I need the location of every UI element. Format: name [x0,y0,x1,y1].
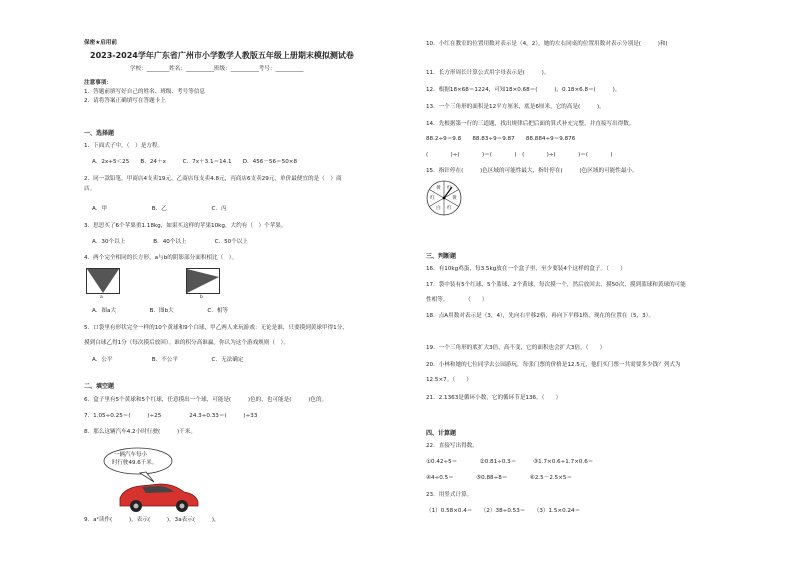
question-14-examples: 88.2÷9＝9.8 88.83÷9＝9.87 88.884÷9＝9.876 [426,136,576,142]
bubble-text-1: 一辆汽车每小 [114,452,148,458]
question-22-row2: ④4÷0.5＝ ⑤0.88÷8＝ ⑥2.5－2.5×5＝ [426,475,573,481]
figure-a-label: a [100,295,103,300]
question-6: 6．盒子里有5个黄球和5个红球，任意摸出一个球，可能是( )色的，也可能是( )色的。 [84,397,328,403]
question-7: 7．1.05÷0.25＝( )÷25 24.3÷0.33＝( )÷33 [84,413,258,419]
question-3: 3．思思买了6个苹果重1.18kg，如果买这样的苹果10kg，大约有（ ）个苹果。 [84,223,287,229]
question-2-line2: 店。 [84,186,96,192]
question-1: 1．下面式子中，（ ）是方程。 [84,143,164,149]
note-1: 1．答题前填写好自己的姓名、班级、考号等信息 [84,89,206,95]
confidential-stamp: 保密★启用前 [84,40,117,46]
question-8: 8．那么这辆汽车4.2小时行驶( )千米。 [84,429,196,435]
question-4-options: A．图a大 B．图b大 C．相等 [92,308,229,314]
figure-b-label: b [200,295,203,300]
question-23: 23．用竖式计算。 [426,492,473,498]
section-judge: 三、判断题 [426,253,457,260]
bubble-text-2: 时行驶49.6千米。 [112,460,158,466]
note-2: 2．请将答案正确填写在答题卡上 [84,98,166,104]
question-16: 16．有10kg鸡蛋，每3.5kg放在一个盒子里，至少要装4个这样的盒子。（ ） [426,266,626,272]
question-20-line1: 20．小林和她的七位同学去公园游玩，每张门票的价格是12.5元，他们买门票一共需要多少钱？列式为 [426,362,681,368]
figure-b-shade [187,269,219,293]
question-13: 13．一个三角形的面积是12平方厘米，底是6厘米，它的高是( )。 [426,104,605,110]
question-18: 18．点A用数对表示是（3，4），先向右平移2格，再向下平移1格，现在的位置在（5，3）。 [426,313,655,319]
question-3-options: A．30个以上 B．40个以上 C．50个以上 [92,239,248,245]
question-12: 12．根据18×68＝1224，可知18×0.68＝( )，0.18×6.8＝( )。 [426,87,621,93]
question-17-line2: 性相等。 （ ） [426,297,488,303]
figure-b [186,268,220,294]
question-21: 21．2.1363是循环小数，它的循环节是136。（ ） [426,395,562,401]
question-14: 14．先根据第一行的三道题，找出规律后把后面的算式补充完整，并直接写出得数。 [426,121,635,127]
question-23-row: （1）0.58×0.4＝ （2）38÷0.53＝ （3）1.5×0.24＝ [426,508,581,514]
section-fill: 二、填空题 [84,383,115,390]
question-2-options: A．甲 B．乙 C．丙 [92,206,227,212]
section-choice: 一、选择题 [84,130,115,137]
question-9: 9．a²读作( )，表示( )，3a表示( )， [84,517,220,523]
sector-label: 黄 [436,186,441,191]
section-calc: 四、计算题 [426,430,457,437]
question-22: 22．直接写出得数。 [426,443,478,449]
sector-label: 红 [430,196,435,201]
question-2-line1: 2．同一款铅笔，甲商店4支卖19元，乙商店每支卖4.8元，丙商店6支卖29元，单价最便宜的是（ ）商 [84,176,342,182]
question-4: 4．两个完全相同的长方形，a与b的阴影部分面积相比（ ）。 [84,255,238,261]
student-info-line: 学校：________姓名：__________班级：__________考号：__________ [130,66,304,72]
question-19: 19．一个三角形的底扩大3倍，高不变，它的面积也会扩大3倍。（ ） [426,345,606,351]
question-17-line1: 17．袋中装有5个红球、5个蓝球、2个黄球，每次摸一个，然后放回去，摸50次，摸到蓝球和黄球的可能 [426,282,686,288]
sector-label: 白 [436,206,441,211]
car-illustration [102,446,206,516]
sector-label: 红 [447,186,452,191]
page-title: 2023-2024学年广东省广州市小学数学人教版五年级上册期末模拟测试卷 [90,51,354,60]
question-10: 10．小红在教室的位置用数对表示是（4，2），她的左右同桌的位置用数对表示分别是( )和( [426,41,668,47]
sector-label: 红 [447,206,452,211]
question-5-options: A．公平 B．不公平 C．无法确定 [92,357,244,363]
question-14-blanks: ( )÷( )＝( ) ( )÷( )＝( ) [426,152,613,158]
sector-label: 黄 [452,196,457,201]
figure-a-shade [87,269,119,293]
spinner-wheel [426,180,462,216]
question-5-line1: 5．口袋里有形状完全一样的10个黄球和9个白球，甲乙两人来玩游戏：无论是谁，只要摸到黄球甲得1分， [84,325,348,331]
question-20-line2: 12.5×7。（ ） [426,377,472,383]
figure-a [86,268,120,294]
question-15: 15．指针停在( )色区域的可能性最大，指针停在( )色区域的可能性最小。 [426,168,638,174]
question-1-options: A．2x+5＜25 B．24＋x C．7x＋3.1＝14.1 D．456－56＝50×8 [92,159,298,165]
question-5-line2: 摸到白球乙得1分（每次摸后放回）。谁的积分高谁赢。你认为这个游戏规则（ ）。 [84,340,289,346]
question-11: 11．长方形周长计算公式用字母表示是( )。 [426,70,550,76]
question-22-row1: ①0.42÷5＝ ②0.81÷0.3＝ ③1.7×0.6÷1.7×0.6＝ [426,459,594,465]
notes-label: 注意事项： [84,80,112,86]
